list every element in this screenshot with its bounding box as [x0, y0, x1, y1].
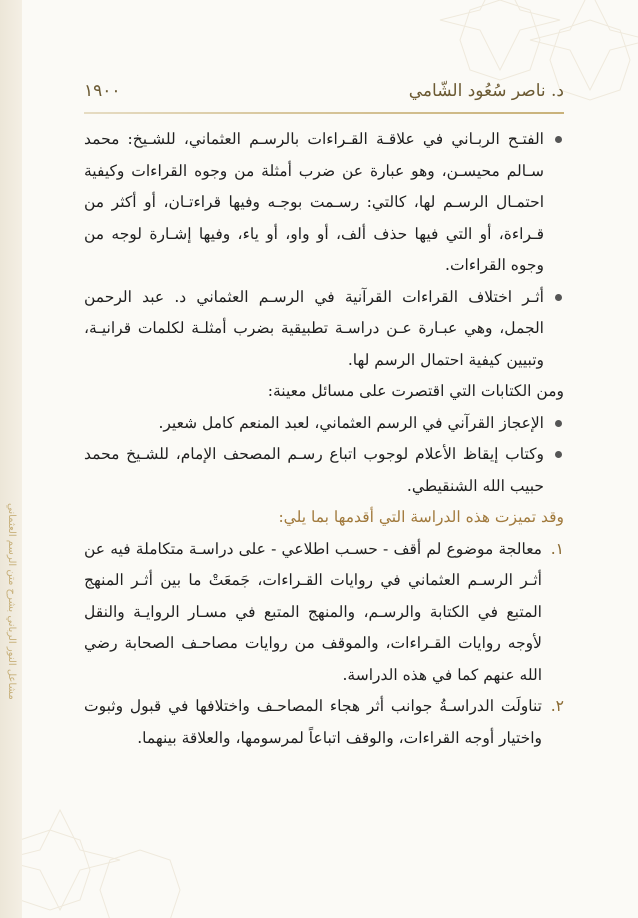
bullet-item — [84, 124, 564, 282]
page-number: ١٩٠٠ — [84, 81, 121, 101]
numbered-item — [84, 691, 564, 754]
bullet-item — [84, 408, 564, 440]
bullet-text: الإعجاز القرآني في الرسم العثماني، لعبد المنعم كامل شعير. — [158, 413, 544, 432]
side-series-title: مشاعل النور الرباني بشرح متن الرسم العثماني — [6, 503, 17, 700]
bullet-dot — [555, 420, 562, 427]
header-divider — [84, 112, 564, 114]
numbered-text: تناولَت الدراسـةُ جوانب أثر هجاء المصاحـف واختلافها في قبول وثبوت واختيار أوجه القراءات، والوقف اتباعاً لمرسومها، والعلاقة بينهما. — [84, 697, 542, 747]
page-body — [84, 124, 564, 754]
item-number: ٢. — [550, 697, 564, 715]
page-header — [84, 76, 564, 106]
section-subheading: وقد تميزت هذه الدراسة التي أقدمها بما يلي: — [278, 508, 564, 526]
bullet-text: وكتاب إيقاظ الأعلام لوجوب اتباع رسـم المصحف الإمام، للشـيخ محمد حبيب الله الشنقيطي. — [84, 445, 544, 495]
bullet-item — [84, 439, 564, 502]
bullet-text: الفتـح الربـاني في علاقـة القـراءات بالرسـم العثماني، للشـيخ: محمد سـالم محيسـن، وهو عبارة عن ضرب أمثلة من وجوه القراءات وكيفية احتمـال الرسـم لها، كالتي: رسـمت بوجـه وفيها قراءتـان، أو أكثر من قـراءة، أو التي فيها حذف ألف، أو واو، أو ياء، وفيها إشـارة لوجه من وجوه القراءات. — [84, 130, 544, 274]
numbered-text: معالجة موضوع لم أقف - حسـب اطلاعي - على دراسـة متكاملة فيه عن أثـر الرسـم العثماني في روايات القـراءات، جَمعَتْ ما بين أثـر المنهج المتبع في الكتابة والرسـم، والمنهج المتبع في مسـار الروايـة والنقل لأوجه روايات القـراءات، والموقف من روايات مصاحـف الصحابة رضي الله عنهم كما في هذه الدراسة. — [84, 539, 542, 684]
bullet-dot — [555, 294, 562, 301]
running-header-author: د. ناصر سُعُود الشّامي — [408, 81, 564, 101]
bullet-dot — [555, 451, 562, 458]
numbered-item — [84, 534, 564, 692]
bullet-item — [84, 282, 564, 377]
intro-paragraph: ومن الكتابات التي اقتصرت على مسائل معينة: — [267, 382, 564, 400]
bullet-dot — [555, 136, 562, 143]
item-number: ١. — [550, 539, 564, 558]
bullet-text: أثـر اختلاف القراءات القرآنية في الرسـم العثماني د. عبد الرحمن الجمل، وهي عبـارة عـن دراسـة تطبيقية بضرب أمثلـة لكلمات قرانيـة، وتبيين كيفية احتمال الرسم لها. — [84, 287, 544, 369]
